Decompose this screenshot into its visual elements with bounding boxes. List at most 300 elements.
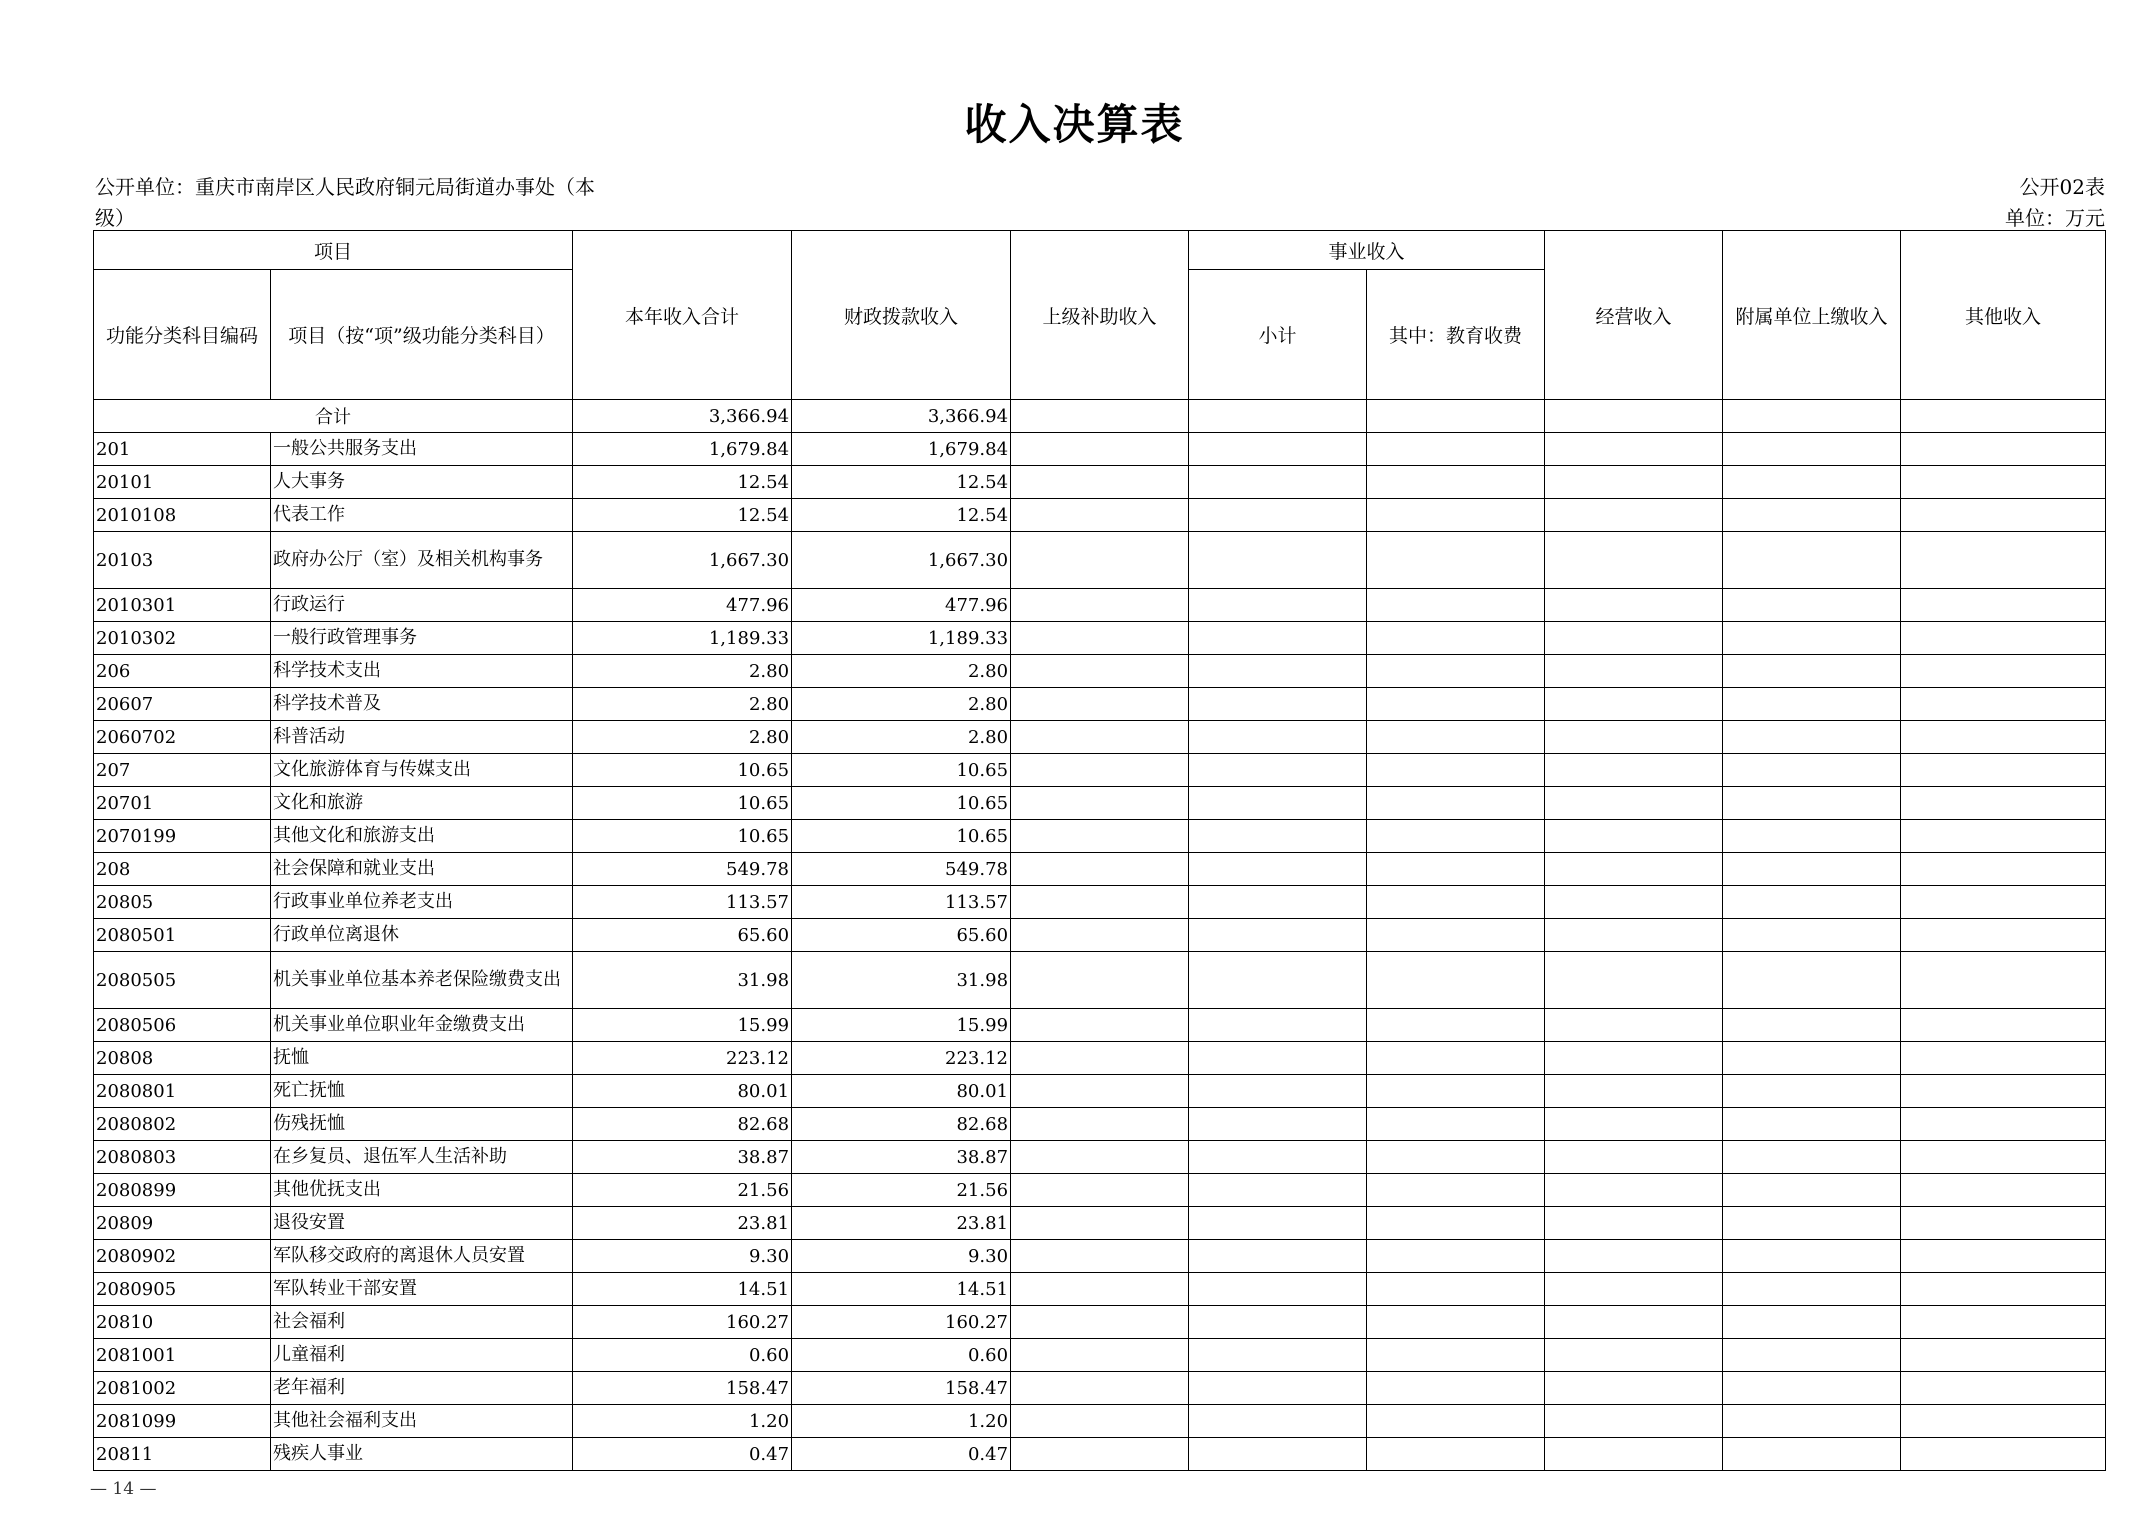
- table-row: [94, 1240, 2106, 1273]
- table-row: [94, 1372, 2106, 1405]
- empty-cell: [1011, 1009, 1189, 1042]
- empty-cell: [1545, 1207, 1723, 1240]
- empty-cell: [1011, 754, 1189, 787]
- empty-cell: [1011, 1405, 1189, 1438]
- table-row: [94, 721, 2106, 754]
- row-fiscal: 65.60: [792, 919, 1011, 952]
- empty-cell: [1723, 1240, 1901, 1273]
- table-row: [94, 688, 2106, 721]
- table-row: [94, 1009, 2106, 1042]
- row-fiscal: 0.60: [792, 1339, 1011, 1372]
- empty-cell: [1723, 1438, 1901, 1471]
- empty-cell: [1367, 400, 1545, 433]
- empty-cell: [1011, 787, 1189, 820]
- empty-cell: [1367, 499, 1545, 532]
- empty-cell: [1367, 919, 1545, 952]
- empty-cell: [1723, 1075, 1901, 1108]
- row-code: 20607: [94, 688, 271, 721]
- empty-cell: [1901, 820, 2106, 853]
- row-name: 抚恤: [271, 1042, 573, 1075]
- table-row: [94, 1273, 2106, 1306]
- empty-cell: [1545, 400, 1723, 433]
- row-name: 政府办公厅（室）及相关机构事务: [271, 532, 573, 589]
- empty-cell: [1011, 1141, 1189, 1174]
- empty-cell: [1189, 1372, 1367, 1405]
- table-row: [94, 1306, 2106, 1339]
- empty-cell: [1189, 1075, 1367, 1108]
- table-row: [94, 919, 2106, 952]
- row-code: 2080501: [94, 919, 271, 952]
- row-code: 2080506: [94, 1009, 271, 1042]
- row-total-income: 10.65: [573, 787, 792, 820]
- empty-cell: [1011, 820, 1189, 853]
- empty-cell: [1723, 1306, 1901, 1339]
- row-fiscal: 2.80: [792, 688, 1011, 721]
- empty-cell: [1723, 499, 1901, 532]
- row-fiscal: 10.65: [792, 754, 1011, 787]
- empty-cell: [1011, 853, 1189, 886]
- row-name: 老年福利: [271, 1372, 573, 1405]
- empty-cell: [1011, 622, 1189, 655]
- total-fiscal-cell: 3,366.94: [792, 400, 1011, 433]
- table-row: [94, 886, 2106, 919]
- row-name: 其他文化和旅游支出: [271, 820, 573, 853]
- empty-cell: [1723, 688, 1901, 721]
- empty-cell: [1367, 1372, 1545, 1405]
- table-row: [94, 499, 2106, 532]
- row-name: 社会福利: [271, 1306, 573, 1339]
- empty-cell: [1367, 466, 1545, 499]
- empty-cell: [1545, 1042, 1723, 1075]
- empty-cell: [1545, 622, 1723, 655]
- row-fiscal: 15.99: [792, 1009, 1011, 1042]
- row-name: 死亡抚恤: [271, 1075, 573, 1108]
- row-name: 儿童福利: [271, 1339, 573, 1372]
- empty-cell: [1901, 1141, 2106, 1174]
- row-total-income: 80.01: [573, 1075, 792, 1108]
- table-row: [94, 1405, 2106, 1438]
- row-code: 201: [94, 433, 271, 466]
- empty-cell: [1901, 1372, 2106, 1405]
- table-row: [94, 655, 2106, 688]
- row-name: 退役安置: [271, 1207, 573, 1240]
- empty-cell: [1723, 952, 1901, 1009]
- empty-cell: [1367, 1141, 1545, 1174]
- empty-cell: [1011, 721, 1189, 754]
- empty-cell: [1901, 1108, 2106, 1141]
- row-code: 2081099: [94, 1405, 271, 1438]
- row-fiscal: 31.98: [792, 952, 1011, 1009]
- empty-cell: [1189, 1174, 1367, 1207]
- empty-cell: [1011, 589, 1189, 622]
- row-name: 军队移交政府的离退休人员安置: [271, 1240, 573, 1273]
- row-name: 代表工作: [271, 499, 573, 532]
- row-fiscal: 1,667.30: [792, 532, 1011, 589]
- row-total-income: 15.99: [573, 1009, 792, 1042]
- empty-cell: [1189, 1141, 1367, 1174]
- page-number: — 14 —: [90, 1479, 157, 1499]
- empty-cell: [1901, 919, 2106, 952]
- empty-cell: [1367, 655, 1545, 688]
- header-business-income: 事业收入: [1189, 231, 1545, 270]
- row-code: 2080899: [94, 1174, 271, 1207]
- table-number: 公开02表: [2019, 175, 2105, 199]
- empty-cell: [1545, 1339, 1723, 1372]
- empty-cell: [1901, 622, 2106, 655]
- table-row: [94, 820, 2106, 853]
- empty-cell: [1723, 886, 1901, 919]
- empty-cell: [1901, 1438, 2106, 1471]
- empty-cell: [1723, 787, 1901, 820]
- row-total-income: 158.47: [573, 1372, 792, 1405]
- empty-cell: [1011, 1108, 1189, 1141]
- row-code: 2060702: [94, 721, 271, 754]
- table-row: [94, 532, 2106, 589]
- row-total-income: 21.56: [573, 1174, 792, 1207]
- header-education-fee: 其中：教育收费: [1367, 270, 1545, 400]
- row-fiscal: 549.78: [792, 853, 1011, 886]
- row-code: 2010301: [94, 589, 271, 622]
- empty-cell: [1723, 1405, 1901, 1438]
- empty-cell: [1367, 1240, 1545, 1273]
- table-row: [94, 1207, 2106, 1240]
- empty-cell: [1189, 1306, 1367, 1339]
- row-name: 机关事业单位职业年金缴费支出: [271, 1009, 573, 1042]
- empty-cell: [1011, 499, 1189, 532]
- empty-cell: [1901, 1075, 2106, 1108]
- row-fiscal: 9.30: [792, 1240, 1011, 1273]
- header-fiscal: 财政拨款收入: [792, 231, 1011, 400]
- empty-cell: [1901, 1207, 2106, 1240]
- empty-cell: [1367, 721, 1545, 754]
- header-item: 项目（按“项”级功能分类科目）: [271, 270, 573, 400]
- empty-cell: [1723, 622, 1901, 655]
- empty-cell: [1545, 1174, 1723, 1207]
- empty-cell: [1189, 886, 1367, 919]
- empty-cell: [1723, 721, 1901, 754]
- row-fiscal: 2.80: [792, 655, 1011, 688]
- empty-cell: [1723, 919, 1901, 952]
- row-fiscal: 160.27: [792, 1306, 1011, 1339]
- empty-cell: [1901, 1009, 2106, 1042]
- empty-cell: [1189, 466, 1367, 499]
- empty-cell: [1723, 853, 1901, 886]
- empty-cell: [1367, 1273, 1545, 1306]
- row-total-income: 1,679.84: [573, 433, 792, 466]
- empty-cell: [1367, 1306, 1545, 1339]
- empty-cell: [1723, 466, 1901, 499]
- empty-cell: [1367, 622, 1545, 655]
- empty-cell: [1189, 433, 1367, 466]
- empty-cell: [1545, 1108, 1723, 1141]
- table-row: [94, 1339, 2106, 1372]
- row-code: 207: [94, 754, 271, 787]
- row-total-income: 10.65: [573, 820, 792, 853]
- empty-cell: [1367, 688, 1545, 721]
- row-code: 20805: [94, 886, 271, 919]
- empty-cell: [1901, 1273, 2106, 1306]
- empty-cell: [1367, 532, 1545, 589]
- empty-cell: [1189, 532, 1367, 589]
- row-fiscal: 10.65: [792, 820, 1011, 853]
- empty-cell: [1189, 655, 1367, 688]
- empty-cell: [1367, 952, 1545, 1009]
- empty-cell: [1901, 400, 2106, 433]
- row-name: 文化和旅游: [271, 787, 573, 820]
- row-fiscal: 38.87: [792, 1141, 1011, 1174]
- row-total-income: 65.60: [573, 919, 792, 952]
- empty-cell: [1367, 1042, 1545, 1075]
- empty-cell: [1011, 1273, 1189, 1306]
- row-fiscal: 158.47: [792, 1372, 1011, 1405]
- empty-cell: [1723, 1141, 1901, 1174]
- row-total-income: 160.27: [573, 1306, 792, 1339]
- empty-cell: [1189, 1108, 1367, 1141]
- total-label: 合计: [94, 400, 573, 433]
- row-fiscal: 23.81: [792, 1207, 1011, 1240]
- empty-cell: [1011, 532, 1189, 589]
- empty-cell: [1367, 1174, 1545, 1207]
- row-code: 2010108: [94, 499, 271, 532]
- empty-cell: [1011, 886, 1189, 919]
- row-total-income: 0.47: [573, 1438, 792, 1471]
- row-code: 20103: [94, 532, 271, 589]
- empty-cell: [1901, 589, 2106, 622]
- empty-cell: [1545, 688, 1723, 721]
- empty-cell: [1723, 1108, 1901, 1141]
- header-superior-subsidy: 上级补助收入: [1011, 231, 1189, 400]
- empty-cell: [1011, 1075, 1189, 1108]
- empty-cell: [1723, 1339, 1901, 1372]
- empty-cell: [1189, 1042, 1367, 1075]
- empty-cell: [1901, 433, 2106, 466]
- empty-cell: [1545, 952, 1723, 1009]
- empty-cell: [1723, 1174, 1901, 1207]
- empty-cell: [1189, 499, 1367, 532]
- empty-cell: [1723, 400, 1901, 433]
- empty-cell: [1011, 1042, 1189, 1075]
- row-name: 科普活动: [271, 721, 573, 754]
- table-row: [94, 754, 2106, 787]
- row-total-income: 477.96: [573, 589, 792, 622]
- empty-cell: [1545, 466, 1723, 499]
- row-total-income: 0.60: [573, 1339, 792, 1372]
- empty-cell: [1189, 1273, 1367, 1306]
- row-total-income: 10.65: [573, 754, 792, 787]
- row-total-income: 9.30: [573, 1240, 792, 1273]
- row-total-income: 549.78: [573, 853, 792, 886]
- empty-cell: [1723, 433, 1901, 466]
- empty-cell: [1011, 688, 1189, 721]
- row-name: 文化旅游体育与传媒支出: [271, 754, 573, 787]
- empty-cell: [1367, 886, 1545, 919]
- row-code: 2080505: [94, 952, 271, 1009]
- empty-cell: [1545, 1240, 1723, 1273]
- header-total-income: 本年收入合计: [573, 231, 792, 400]
- empty-cell: [1545, 433, 1723, 466]
- row-fiscal: 2.80: [792, 721, 1011, 754]
- row-code: 206: [94, 655, 271, 688]
- row-code: 2010302: [94, 622, 271, 655]
- empty-cell: [1545, 655, 1723, 688]
- row-code: 2080905: [94, 1273, 271, 1306]
- header-subtotal: 小计: [1189, 270, 1367, 400]
- empty-cell: [1545, 1372, 1723, 1405]
- table-row: [94, 433, 2106, 466]
- empty-cell: [1901, 1240, 2106, 1273]
- row-name: 科学技术普及: [271, 688, 573, 721]
- table-row: [94, 1108, 2106, 1141]
- row-name: 其他优抚支出: [271, 1174, 573, 1207]
- row-total-income: 1.20: [573, 1405, 792, 1438]
- header-other-income: 其他收入: [1901, 231, 2106, 400]
- empty-cell: [1901, 787, 2106, 820]
- empty-cell: [1723, 589, 1901, 622]
- empty-cell: [1011, 1240, 1189, 1273]
- header-operating-income: 经营收入: [1545, 231, 1723, 400]
- empty-cell: [1723, 1009, 1901, 1042]
- row-code: 208: [94, 853, 271, 886]
- empty-cell: [1901, 1042, 2106, 1075]
- row-code: 2080803: [94, 1141, 271, 1174]
- row-name: 伤残抚恤: [271, 1108, 573, 1141]
- empty-cell: [1901, 1405, 2106, 1438]
- row-fiscal: 0.47: [792, 1438, 1011, 1471]
- empty-cell: [1367, 754, 1545, 787]
- publishing-unit: 公开单位：重庆市南岸区人民政府铜元局街道办事处（本级）: [95, 175, 595, 230]
- row-fiscal: 21.56: [792, 1174, 1011, 1207]
- row-code: 2070199: [94, 820, 271, 853]
- empty-cell: [1545, 1438, 1723, 1471]
- empty-cell: [1901, 688, 2106, 721]
- total-income-cell: 3,366.94: [573, 400, 792, 433]
- empty-cell: [1545, 1405, 1723, 1438]
- header-affiliate-income: 附属单位上缴收入: [1723, 231, 1901, 400]
- table-meta: [2005, 172, 2105, 234]
- row-code: 2080902: [94, 1240, 271, 1273]
- row-name: 行政运行: [271, 589, 573, 622]
- empty-cell: [1545, 820, 1723, 853]
- empty-cell: [1011, 400, 1189, 433]
- empty-cell: [1545, 532, 1723, 589]
- empty-cell: [1545, 886, 1723, 919]
- table-row: [94, 1174, 2106, 1207]
- row-code: 20808: [94, 1042, 271, 1075]
- empty-cell: [1901, 1306, 2106, 1339]
- table-row: [94, 1075, 2106, 1108]
- row-name: 机关事业单位基本养老保险缴费支出: [271, 952, 573, 1009]
- row-fiscal: 10.65: [792, 787, 1011, 820]
- row-code: 2081001: [94, 1339, 271, 1372]
- empty-cell: [1189, 622, 1367, 655]
- empty-cell: [1723, 1042, 1901, 1075]
- row-name: 行政单位离退休: [271, 919, 573, 952]
- empty-cell: [1011, 1306, 1189, 1339]
- empty-cell: [1545, 1306, 1723, 1339]
- row-name: 一般公共服务支出: [271, 433, 573, 466]
- row-name: 社会保障和就业支出: [271, 853, 573, 886]
- empty-cell: [1189, 1240, 1367, 1273]
- row-fiscal: 477.96: [792, 589, 1011, 622]
- empty-cell: [1189, 1207, 1367, 1240]
- empty-cell: [1367, 1405, 1545, 1438]
- row-code: 20809: [94, 1207, 271, 1240]
- empty-cell: [1901, 1339, 2106, 1372]
- header-code: 功能分类科目编码: [94, 270, 271, 400]
- row-total-income: 31.98: [573, 952, 792, 1009]
- empty-cell: [1723, 532, 1901, 589]
- row-fiscal: 1,679.84: [792, 433, 1011, 466]
- empty-cell: [1545, 1273, 1723, 1306]
- empty-cell: [1545, 754, 1723, 787]
- row-total-income: 2.80: [573, 688, 792, 721]
- table-row: [94, 589, 2106, 622]
- empty-cell: [1189, 1405, 1367, 1438]
- row-code: 20810: [94, 1306, 271, 1339]
- row-total-income: 14.51: [573, 1273, 792, 1306]
- empty-cell: [1011, 466, 1189, 499]
- empty-cell: [1367, 433, 1545, 466]
- row-fiscal: 12.54: [792, 466, 1011, 499]
- empty-cell: [1901, 853, 2106, 886]
- row-fiscal: 223.12: [792, 1042, 1011, 1075]
- row-total-income: 1,189.33: [573, 622, 792, 655]
- empty-cell: [1189, 787, 1367, 820]
- empty-cell: [1367, 853, 1545, 886]
- row-total-income: 12.54: [573, 466, 792, 499]
- empty-cell: [1189, 820, 1367, 853]
- row-fiscal: 80.01: [792, 1075, 1011, 1108]
- row-code: 20701: [94, 787, 271, 820]
- empty-cell: [1189, 688, 1367, 721]
- empty-cell: [1545, 499, 1723, 532]
- empty-cell: [1367, 1438, 1545, 1471]
- empty-cell: [1545, 1141, 1723, 1174]
- empty-cell: [1011, 433, 1189, 466]
- empty-cell: [1545, 1009, 1723, 1042]
- page-title: 收入决算表: [964, 100, 1185, 149]
- row-total-income: 2.80: [573, 721, 792, 754]
- row-fiscal: 113.57: [792, 886, 1011, 919]
- empty-cell: [1189, 1339, 1367, 1372]
- total-row: [94, 400, 2106, 433]
- table-row: [94, 1042, 2106, 1075]
- table-row: [94, 1141, 2106, 1174]
- row-total-income: 23.81: [573, 1207, 792, 1240]
- row-name: 在乡复员、退伍军人生活补助: [271, 1141, 573, 1174]
- empty-cell: [1367, 1075, 1545, 1108]
- empty-cell: [1367, 1009, 1545, 1042]
- empty-cell: [1011, 1339, 1189, 1372]
- row-total-income: 82.68: [573, 1108, 792, 1141]
- empty-cell: [1901, 655, 2106, 688]
- empty-cell: [1011, 1174, 1189, 1207]
- row-fiscal: 14.51: [792, 1273, 1011, 1306]
- empty-cell: [1723, 1372, 1901, 1405]
- row-name: 残疾人事业: [271, 1438, 573, 1471]
- empty-cell: [1545, 853, 1723, 886]
- row-total-income: 38.87: [573, 1141, 792, 1174]
- empty-cell: [1189, 1438, 1367, 1471]
- row-fiscal: 1,189.33: [792, 622, 1011, 655]
- empty-cell: [1723, 820, 1901, 853]
- empty-cell: [1189, 919, 1367, 952]
- empty-cell: [1901, 1174, 2106, 1207]
- row-code: 20101: [94, 466, 271, 499]
- table-row: [94, 466, 2106, 499]
- empty-cell: [1545, 721, 1723, 754]
- empty-cell: [1901, 721, 2106, 754]
